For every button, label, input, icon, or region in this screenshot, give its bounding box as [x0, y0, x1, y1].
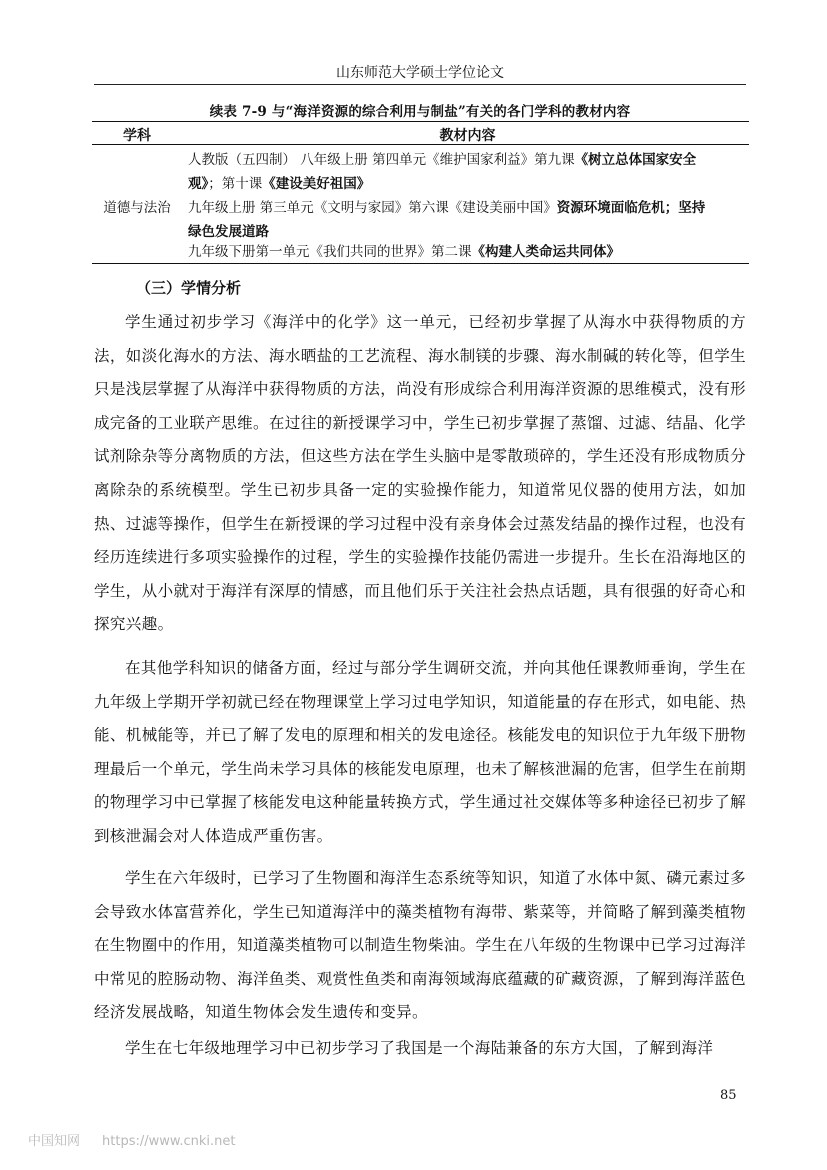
content-bold-text: 《构建人类命运共同体》: [471, 244, 620, 260]
body-paragraph: 学生在七年级地理学习中已初步学习了我国是一个海陆兼备的东方大国，了解到海洋: [125, 1039, 714, 1057]
running-header: 山东师范大学硕士学位论文: [336, 65, 504, 81]
table-content-line: [188, 172, 748, 196]
watermark-url: https://www.cnki.net: [102, 1134, 236, 1149]
table-content-line: [188, 240, 748, 264]
content-bold-text: 《树立总体国家安全: [574, 152, 697, 168]
content-text: 九年级下册第一单元《我们共同的世界》第二课: [188, 244, 472, 260]
section-heading: （三）学情分析: [136, 279, 242, 297]
table-content-line: [188, 196, 748, 220]
page-number: 85: [720, 1088, 737, 1103]
cnki-watermark: [28, 1130, 235, 1149]
table-cell-subject: 道德与法治: [103, 200, 171, 216]
content-text: ；第十课: [208, 176, 263, 192]
content-bold-text: 绿色发展道路: [188, 224, 269, 240]
watermark-brand: 中国知网: [28, 1134, 81, 1149]
column-header-subject: 学科: [123, 128, 151, 144]
table-content-line: [188, 148, 748, 172]
content-text: 人教版（五四制） 八年级上册 第四单元《维护国家利益》第九课: [188, 152, 575, 168]
header-rule: [94, 84, 746, 85]
content-bold-text: 观》: [188, 176, 209, 192]
body-paragraph: 学生在六年级时，已学习了生物圈和海洋生态系统等知识，知道了水体中氮、磷元素过多会导致水体富营养化，学生已知道海洋中的藻类植物有海带、紫菜等，并简略了解到藻类植物在生物圈中的作用，知道藻类植物可以制造生物柴油。学生在八年级的生物课中已学习过海洋中常见的腔肠动物、海洋鱼类、观赏性鱼类和南海领域海底蕴藏的矿藏资源，了解到海洋蓝色经济发展战略，知道生物体会发生遗传和变异。: [94, 869, 746, 1022]
table-caption: 续表 7-9 与“海洋资源的综合利用与制盐”有关的各门学科的教材内容: [209, 104, 631, 120]
content-text: 九年级上册 第三单元《文明与家园》第六课《建设美丽中国》: [188, 200, 557, 216]
table-header-rule: [92, 144, 749, 145]
table-bottom-rule: [92, 263, 749, 264]
table-top-rule: [92, 121, 749, 122]
body-paragraph: 在其他学科知识的储备方面，经过与部分学生调研交流，并向其他任课教师垂询，学生在九年级上学期开学初就已经在物理课堂上学习过电学知识，知道能量的存在形式，如电能、热能、机械能等，并已了解了发电的原理和相关的发电途径。核能发电的知识位于九年级下册物理最后一个单元，学生尚未学习具体的核能发电原理，也未了解核泄漏的危害，但学生在前期的物理学习中已掌握了核能发电这种能量转换方式，学生通过社交媒体等多种途径已初步了解到核泄漏会对人体造成严重伤害。: [94, 659, 746, 845]
body-paragraph: 学生通过初步学习《海洋中的化学》这一单元，已经初步掌握了从海水中获得物质的方法，如淡化海水的方法、海水晒盐的工艺流程、海水制镁的步骤、海水制碱的转化等，但学生只是浅层掌握了从海洋中获得物质的方法，尚没有形成综合利用海洋资源的思维模式，没有形成完备的工业联产思维。在过往的新授课学习中，学生已初步掌握了蒸馏、过滤、结晶、化学试剂除杂等分离物质的方法，但这些方法在学生头脑中是零散琐碎的，学生还没有形成物质分离除杂的系统模型。学生已初步具备一定的实验操作能力，知道常见仪器的使用方法，如加热、过滤等操作，但学生在新授课的学习过程中没有亲身体会过蒸发结晶的操作过程，也没有经历连续进行多项实验操作的过程，学生的实验操作技能仍需进一步提升。生长在沿海地区的学生，从小就对于海洋有深厚的情感，而且他们乐于关注社会热点话题，具有很强的好奇心和探究兴趣。: [94, 313, 746, 634]
content-bold-text: 资源环境面临危机；坚持: [556, 200, 706, 216]
content-bold-text: 《建设美好祖国》: [262, 176, 371, 192]
column-header-content: 教材内容: [439, 128, 496, 144]
